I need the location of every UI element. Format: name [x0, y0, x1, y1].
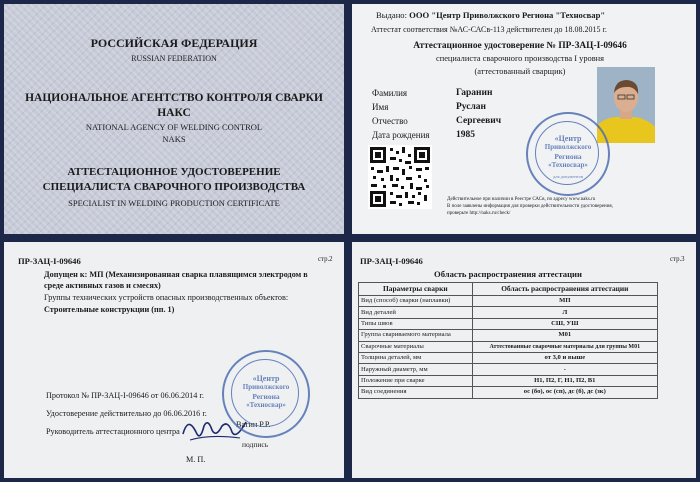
scope-param: Группа свариваемого материала	[359, 330, 473, 341]
field-patronymic-label: Отчество	[372, 116, 408, 126]
cover-country-ru: РОССИЙСКАЯ ФЕДЕРАЦИЯ	[90, 36, 258, 50]
scope-col-area: Область распространения аттестации	[472, 283, 657, 296]
protocol-line: Протокол № ПР-ЗАЦ-I-09646 от 06.06.2014 г.	[46, 391, 204, 400]
table-row	[359, 296, 658, 307]
footnote-3: проверьте http://naks.ru/check/	[447, 211, 511, 216]
scope-value: -	[472, 364, 657, 375]
stamp2-text-2: Приволжского	[242, 383, 290, 391]
page3-number: ПР-ЗАЦ-I-09646	[360, 256, 423, 266]
cover-country-en: RUSSIAN FEDERATION	[131, 54, 217, 63]
field-surname-value: Гаранин	[456, 88, 493, 98]
table-row	[359, 387, 658, 398]
scope-value: от 3,0 и выше	[472, 352, 657, 363]
stamp-text-4: «Техносвар»	[548, 161, 588, 169]
valid-until-line: Удостоверение действительно до 06.06.2016 г.	[46, 409, 207, 418]
scope-table-header	[359, 283, 658, 296]
scope-param: Вид соединения	[359, 387, 473, 398]
certificate-cover	[4, 4, 344, 234]
table-row	[359, 352, 658, 363]
head-line: Руководитель аттестационного центра	[46, 427, 180, 436]
issued-label: Выдано:	[376, 10, 407, 20]
scope-param: Наружный диаметр, мм	[359, 364, 473, 375]
page2-label: стр.2	[318, 256, 333, 263]
round-stamp-page-1	[526, 112, 610, 196]
page3-label: стр.3	[670, 256, 685, 263]
groups-label: Группы технических устройств опасных производственных объектов:	[44, 293, 289, 302]
cover-title-ru-2: СПЕЦИАЛИСТА СВАРОЧНОГО ПРОИЗВОДСТВА	[42, 181, 306, 193]
stamp2-text-1: «Центр	[252, 374, 280, 383]
stamp-text-2: Приволжского	[544, 143, 592, 151]
issued-value: ООО "Центр Приволжского Региона "Техносвар"	[409, 10, 606, 20]
field-name-value: Руслан	[456, 102, 487, 112]
scope-param: Типы швов	[359, 318, 473, 329]
field-name-label: Имя	[372, 102, 389, 112]
specialist-role: (аттестованный сварщик)	[474, 67, 566, 76]
cover-agency-en: NATIONAL AGENCY OF WELDING CONTROL	[85, 122, 263, 132]
holder-photo	[597, 67, 655, 143]
scope-value: Н1, П2, Г, Н1, П2, В1	[472, 375, 657, 386]
footnote-1: Действительное при наличии в Реестре САСв, по адресу www.naks.ru	[447, 197, 596, 202]
scope-param: Вид (способ) сварки (наплавки)	[359, 296, 473, 307]
scope-param: Толщина деталей, мм	[359, 352, 473, 363]
stamp-text-1: «Центр	[554, 134, 582, 143]
scope-value: Л	[472, 307, 657, 318]
scope-col-params: Параметры сварки	[359, 283, 473, 296]
scope-param: Вид деталей	[359, 307, 473, 318]
field-birthdate-label: Дата рождения	[372, 130, 430, 140]
scope-value: Аттестованные сварочные материалы для группы М01	[472, 341, 657, 352]
stamp2-text-4: «Техносвар»	[246, 401, 286, 409]
scope-table	[358, 282, 658, 399]
page2-number: ПР-ЗАЦ-I-09646	[18, 256, 81, 266]
scope-value: СШ, УШ	[472, 318, 657, 329]
stamp2-text-3: Региона	[252, 392, 280, 401]
cover-title-en: SPECIALIST IN WELDING PRODUCTION CERTIFICATE	[68, 198, 280, 208]
scope-param: Положение при сварке	[359, 375, 473, 386]
issued-line	[376, 10, 605, 20]
table-row	[359, 330, 658, 341]
field-surname-label: Фамилия	[372, 88, 408, 98]
field-birthdate-value: 1985	[456, 130, 475, 140]
head-name: Ватин Р.Р.	[236, 420, 271, 429]
specialist-level: специалиста сварочного производства I уровня	[436, 54, 604, 63]
scope-value: М01	[472, 330, 657, 341]
attestat-line: Аттестат соответствия №АС-САСв-113 действителен до 18.08.2015 г.	[371, 25, 607, 34]
cover-agency-en-short: NAKS	[162, 134, 186, 144]
admitted-line-1: Допущен к: МП (Механизированная сварка плавящимся электродом в	[44, 270, 308, 279]
table-row	[359, 364, 658, 375]
scope-param: Сварочные материалы	[359, 341, 473, 352]
cover-agency-ru: НАЦИОНАЛЬНОЕ АГЕНТСТВО КОНТРОЛЯ СВАРКИ	[25, 92, 323, 104]
round-stamp-page-2	[222, 350, 310, 438]
stamp-text-3: Региона	[554, 152, 582, 161]
scope-title: Область распространения аттестации	[434, 269, 582, 279]
mp-label: М. П.	[186, 455, 206, 464]
cover-title-ru-1: АТТЕСТАЦИОННОЕ УДОСТОВЕРЕНИЕ	[67, 166, 281, 178]
footnote-2: В поле заявлены информация для проверки действительности удостоверения,	[447, 204, 613, 209]
qr-code	[368, 145, 432, 209]
groups-value: Строительные конструкции (пп. 1)	[44, 305, 175, 314]
scope-value: МП	[472, 296, 657, 307]
table-row	[359, 341, 658, 352]
table-row	[359, 375, 658, 386]
cover-agency-ru-short: НАКС	[157, 107, 191, 119]
admitted-line-2: среде активных газов и смесях)	[44, 281, 161, 290]
scope-value: ос (бо), ос (сп), дс (б), дс (зк)	[472, 387, 657, 398]
table-row	[359, 318, 658, 329]
field-patronymic-value: Сергеевич	[456, 116, 502, 126]
cert-title: Аттестационное удостоверение № ПР-ЗАЦ-I-09646	[413, 41, 627, 51]
table-row	[359, 307, 658, 318]
signature-label: подпись	[242, 440, 269, 449]
stamp-small-text: для документов	[552, 174, 584, 179]
